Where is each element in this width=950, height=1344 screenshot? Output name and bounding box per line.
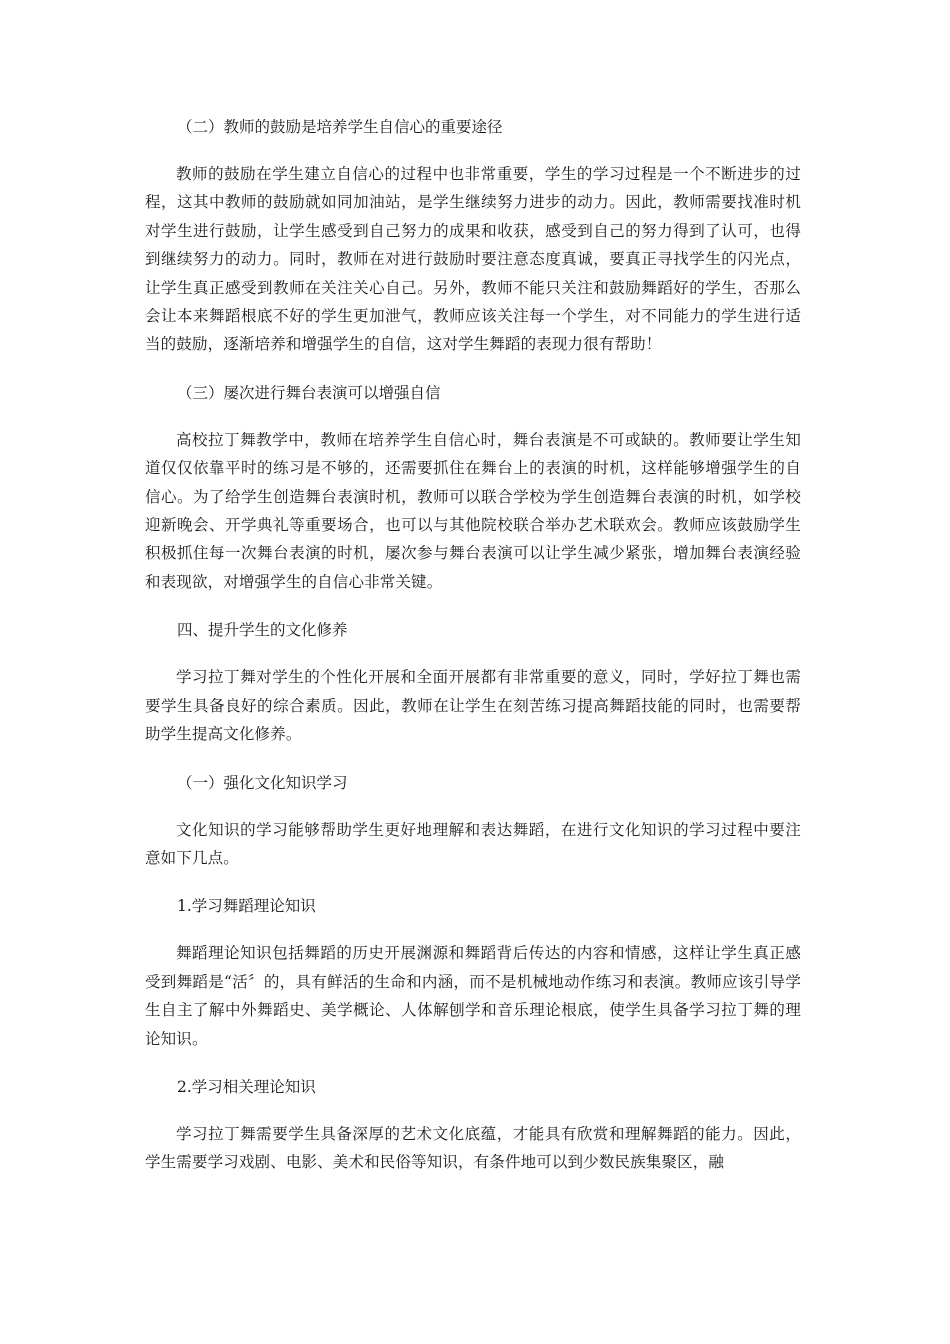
paragraph-teacher-encouragement: 教师的鼓励在学生建立自信心的过程中也非常重要，学生的学习过程是一个不断进步的过程，这其中教师的鼓励就如同加油站，是学生继续努力进步的动力。因此，教师需要找准时机对学生进行鼓励，让学生感受到自己努力的成果和收获，感受到自己的努力得到了认可，也得到继续努力的动力。同时，教师在对进行鼓励时要注意态度真诚，要真正寻找学生的闪光点，让学生真正感受到教师在关注关心自己。另外，教师不能只关注和鼓励舞蹈好的学生，否那么会让本来舞蹈根底不好的学生更加泄气，教师应该关注每一个学生，对不同能力的学生进行适当的鼓励，逐渐培养和增强学生的自信，这对学生舞蹈的表现力很有帮助！ (145, 165, 801, 354)
document-body (145, 112, 801, 1196)
paragraph-related-theory: 学习拉丁舞需要学生具备深厚的艺术文化底蕴，才能具有欣赏和理解舞蹈的能力。因此，学生需要学习戏剧、电影、美术和民俗等知识，有条件地可以到少数民族集聚区，融 (145, 1124, 801, 1172)
paragraph-cultural-knowledge: 文化知识的学习能够帮助学生更好地理解和表达舞蹈，在进行文化知识的学习过程中要注意如下几点。 (145, 820, 801, 867)
section-heading-stage-performance: （三）屡次进行舞台表演可以增强自信 (177, 383, 441, 402)
section-heading-related-theory: 2.学习相关理论知识 (177, 1077, 316, 1096)
paragraph-stage-performance: 高校拉丁舞教学中，教师在培养学生自信心时，舞台表演是不可或缺的。教师要让学生知道仅仅依靠平时的练习是不够的，还需要抓住在舞台上的表演的时机，这样能够增强学生的自信心。为了给学生创造舞台表演时机，教师可以联合学校为学生创造舞台表演的时机，如学校迎新晚会、开学典礼等重要场合，也可以与其他院校联合举办艺术联欢会。教师应该鼓励学生积极抓住每一次舞台表演的时机，屡次参与舞台表演可以让学生减少紧张，增加舞台表演经验和表现欲，对增强学生的自信心非常关键。 (145, 430, 801, 591)
section-heading-cultural-cultivation: 四、提升学生的文化修养 (177, 621, 348, 640)
paragraph-cultural-cultivation: 学习拉丁舞对学生的个性化开展和全面开展都有非常重要的意义，同时，学好拉丁舞也需要学生具备良好的综合素质。因此，教师在让学生在刻苦练习提高舞蹈技能的同时，也需要帮助学生提高文化修养。 (145, 668, 801, 744)
paragraph-dance-theory: 舞蹈理论知识包括舞蹈的历史开展渊源和舞蹈背后传达的内容和情感，这样让学生真正感受到舞蹈是“活〞的，具有鲜活的生命和内涵，而不是机械地动作练习和表演。教师应该引导学生自主了解中外舞蹈史、美学概论、人体解刨学和音乐理论根底，使学生具备学习拉丁舞的理论知识。 (145, 944, 801, 1048)
section-heading-dance-theory: 1.学习舞蹈理论知识 (177, 897, 316, 916)
section-heading-cultural-knowledge: （一）强化文化知识学习 (177, 773, 348, 792)
section-heading-teacher-encouragement: （二）教师的鼓励是培养学生自信心的重要途径 (177, 118, 503, 136)
